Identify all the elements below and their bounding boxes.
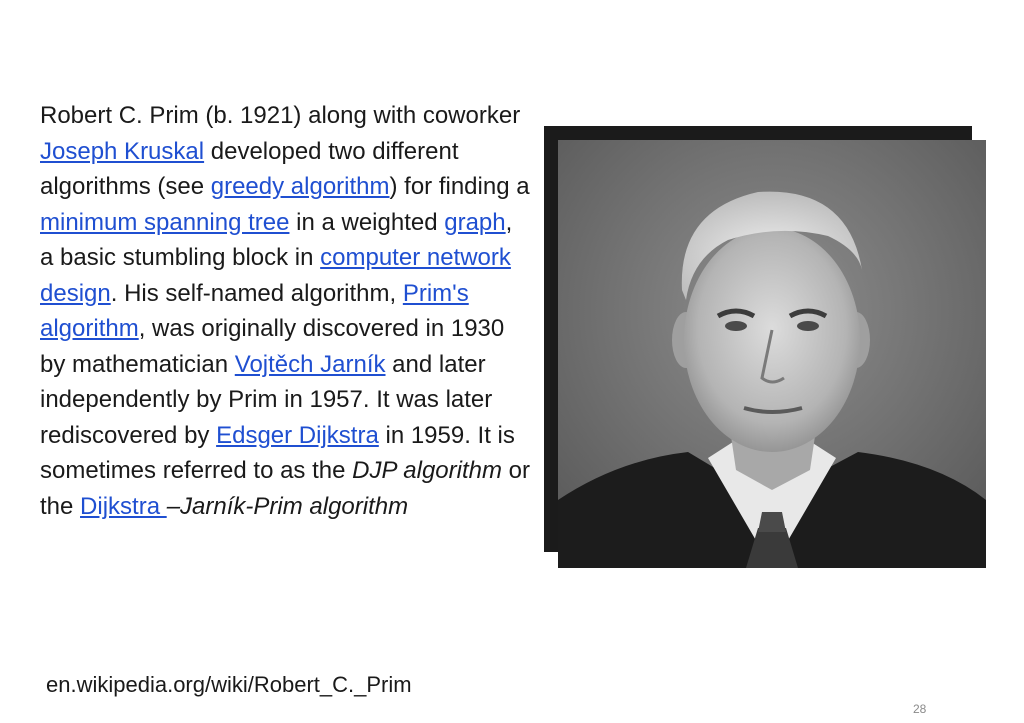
text-run: developed two different algorithms (see	[40, 137, 459, 200]
slide-body-text	[40, 98, 530, 524]
text-run: and later independently by Prim in 1957. It was later rediscovered by	[40, 350, 493, 449]
text-run: or the	[40, 457, 530, 520]
text-run: . His self-named algorithm,	[110, 279, 403, 307]
hyperlink[interactable]: Dijkstra	[80, 492, 167, 520]
hyperlink[interactable]: Prim's algorithm	[40, 279, 469, 342]
page-number: 28	[913, 702, 927, 716]
text-run: , was originally discovered in 1930 by mathematician	[40, 315, 505, 378]
text-run: in a weighted	[289, 208, 445, 236]
portrait-image	[558, 140, 986, 568]
text-run: ) for finding a	[389, 173, 530, 200]
hyperlink[interactable]: Joseph Kruskal	[40, 137, 205, 165]
source-url: en.wikipedia.org/wiki/Robert_C._Prim	[46, 672, 412, 697]
text-run: , a basic stumbling block in	[40, 208, 513, 271]
portrait-photo	[544, 126, 986, 568]
italic-text: –Jarník-Prim algorithm	[166, 492, 409, 520]
text-run: Robert C. Prim (b. 1921) along with coworker	[40, 102, 521, 129]
hyperlink[interactable]: graph	[444, 208, 506, 236]
text-run: in 1959. It is sometimes referred to as the	[40, 421, 515, 484]
hyperlink[interactable]: Vojtěch Jarník	[234, 350, 386, 378]
italic-text: DJP algorithm	[352, 457, 502, 484]
hyperlink[interactable]: greedy algorithm	[210, 173, 390, 200]
hyperlink[interactable]: Edsger Dijkstra	[216, 421, 379, 449]
hyperlink[interactable]: minimum spanning tree	[40, 208, 290, 236]
hyperlink[interactable]: computer network design	[40, 244, 511, 307]
